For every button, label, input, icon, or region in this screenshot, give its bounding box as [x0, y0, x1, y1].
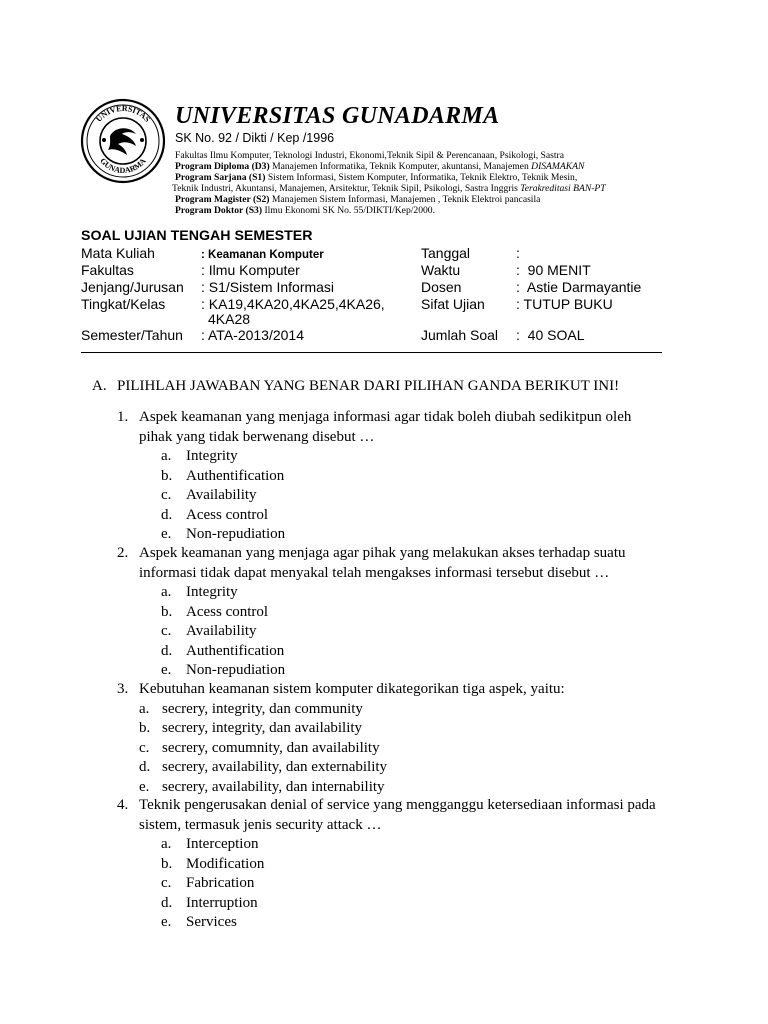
question-number: 2.	[117, 545, 129, 561]
question-text: Aspek keamanan yang menjaga agar pihak yang melakukan akses terhadap suatu	[139, 545, 626, 561]
option-letter: a.	[161, 584, 172, 600]
option-letter: d.	[161, 642, 173, 659]
info-label-lecturer: Dosen	[421, 279, 462, 295]
option-text: secrery, integrity, dan availability	[162, 720, 363, 736]
option-text: Integrity	[186, 448, 238, 464]
info-value-class: : KA19,4KA20,4KA25,4KA26,	[201, 296, 385, 312]
info-label-exam-type: Sifat Ujian	[421, 296, 485, 312]
question-text-cont: pihak yang tidak berwenang disebut …	[139, 428, 375, 445]
option-text: Acess control	[186, 506, 269, 523]
info-label-time: Waktu	[421, 262, 461, 278]
question-text: Teknik pengerusakan denial of service yang mengganggu ketersediaan informasi pada	[139, 797, 656, 813]
s2-line: Program Magister (S2) Manajemen Sistem Informasi, Manajemen , Teknik Elektroi pancasila	[175, 194, 541, 205]
option-letter: e.	[161, 526, 172, 542]
option-text: Modification	[186, 855, 265, 872]
question-text-cont: sistem, termasuk jenis security attack …	[139, 816, 382, 833]
option-text: Interruption	[186, 894, 258, 911]
option-text: secrery, comumnity, dan availability	[162, 739, 380, 756]
option-letter: d.	[161, 506, 173, 523]
option-letter: a.	[139, 700, 150, 717]
option-text: Non-repudiation	[186, 526, 286, 542]
option-text: Integrity	[186, 584, 238, 600]
info-label-faculty: Fakultas	[81, 262, 134, 278]
question-number: 3.	[117, 681, 129, 697]
info-value-lecturer: : Astie Darmayantie	[516, 279, 642, 295]
option-letter: e.	[139, 778, 150, 795]
question-text: Kebutuhan keamanan sistem komputer dikategorikan tiga aspek, yaitu:	[139, 681, 565, 697]
option-letter: b.	[161, 855, 173, 872]
info-label-question-count: Jumlah Soal	[421, 327, 499, 343]
option-text: Availability	[186, 487, 257, 503]
option-letter: a.	[161, 448, 172, 464]
info-value-course: : Keamanan Komputer	[201, 249, 324, 261]
option-letter: b.	[139, 720, 151, 736]
option-text: Fabrication	[186, 875, 255, 891]
s1-line: Program Sarjana (S1) Sistem Informasi, Sistem Komputer, Informatika, Teknik Elektro, Teknik Mesin,	[175, 172, 578, 183]
sk-number: SK No. 92 / Dikti / Kep /1996	[175, 131, 335, 145]
question-number: 1.	[117, 409, 129, 425]
faculties-line: Fakultas Ilmu Komputer, Teknologi Industri, Ekonomi,Teknik Sipil & Perencanaan, Psikologi, Sastra	[175, 150, 564, 161]
option-letter: a.	[161, 836, 172, 852]
option-letter: e.	[161, 914, 172, 930]
info-label-major: Jenjang/Jurusan	[81, 279, 184, 295]
option-letter: c.	[139, 739, 150, 756]
header-divider	[81, 352, 662, 353]
section-letter: A.	[92, 378, 107, 394]
option-letter: b.	[161, 603, 173, 620]
info-value-question-count: : 40 SOAL	[516, 327, 585, 343]
option-letter: c.	[161, 623, 172, 639]
exam-title: SOAL UJIAN TENGAH SEMESTER	[81, 228, 313, 244]
s1-line-2: Teknik Industri, Akuntansi, Manajemen, Arsitektur, Teknik Sipil, Psikologi, Sastra Inggris Terakreditasi BAN-PT	[172, 183, 606, 194]
question-number: 4.	[117, 797, 129, 813]
option-letter: d.	[161, 894, 173, 911]
info-value-class-cont: 4KA28	[208, 311, 251, 327]
d3-line: Program Diploma (D3) Manajemen Informatika, Teknik Komputer, akuntansi, Manajemen DISAMAKAN	[175, 161, 585, 172]
question-text-cont: informasi tidak dapat menyakal telah mengakses informasi tersebut disebut …	[139, 564, 610, 581]
info-value-semester: : ATA-2013/2014	[201, 327, 304, 343]
option-letter: e.	[161, 662, 172, 678]
info-label-semester: Semester/Tahun	[81, 327, 183, 343]
option-text: Availability	[186, 623, 257, 639]
svg-text:GUNADARMA: GUNADARMA	[98, 156, 148, 176]
option-text: Services	[186, 914, 237, 930]
option-text: Authentification	[186, 467, 285, 484]
option-text: secrery, availability, dan externability	[162, 759, 388, 775]
info-value-time: : 90 MENIT	[516, 262, 591, 278]
info-value-major: : S1/Sistem Informasi	[201, 279, 335, 295]
option-text: Interception	[186, 836, 259, 852]
info-label-class: Tingkat/Kelas	[81, 296, 166, 312]
info-value-exam-type: : TUTUP BUKU	[516, 296, 613, 312]
option-letter: d.	[139, 759, 151, 775]
option-text: Non-repudiation	[186, 662, 286, 678]
option-letter: c.	[161, 487, 172, 503]
info-value-date: :	[516, 245, 520, 261]
university-name: UNIVERSITAS GUNADARMA	[175, 103, 500, 129]
option-text: secrery, availability, dan internability	[162, 778, 385, 795]
info-value-faculty: : Ilmu Komputer	[201, 262, 300, 278]
section-title: PILIHLAH JAWABAN YANG BENAR DARI PILIHAN GANDA BERIKUT INI!	[117, 378, 620, 394]
option-text: Acess control	[186, 603, 269, 620]
info-label-date: Tanggal	[421, 245, 471, 261]
s3-line: Program Doktor (S3) Ilmu Ekonomi SK No. 55/DIKTI/Kep/2000.	[175, 205, 435, 216]
question-text: Aspek keamanan yang menjaga informasi agar tidak boleh diubah sedikitpun oleh	[139, 409, 632, 425]
option-letter: c.	[161, 875, 172, 891]
option-text: Authentification	[186, 642, 285, 659]
option-letter: b.	[161, 467, 173, 484]
gunadarma-logo-icon	[80, 98, 166, 184]
option-text: secrery, integrity, dan community	[162, 700, 363, 717]
info-label-course: Mata Kuliah	[81, 245, 155, 261]
svg-text:UNIVERSITAS: UNIVERSITAS	[94, 103, 152, 124]
